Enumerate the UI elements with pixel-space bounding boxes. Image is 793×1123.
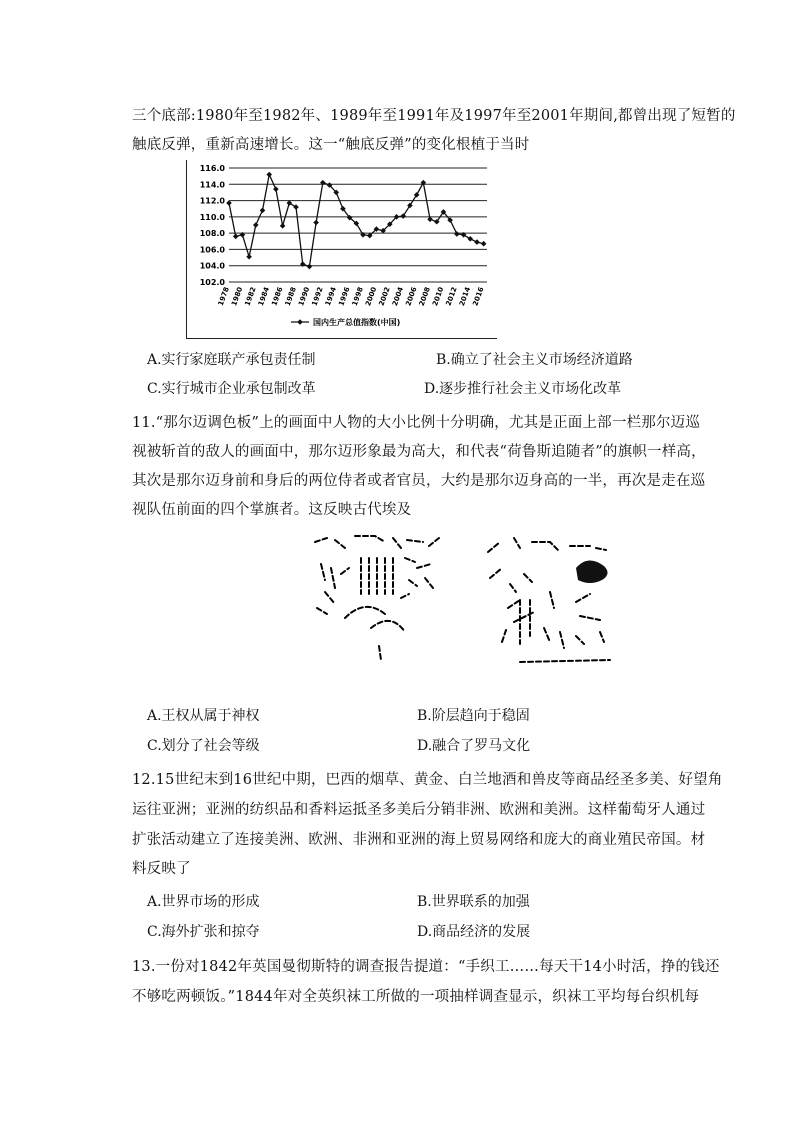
q12-option-c: C.海外扩张和掠夺 (147, 924, 260, 940)
x-tick-label: 1982 (243, 285, 258, 307)
q10-option-a: A.实行家庭联产承包责任制 (147, 352, 316, 368)
q11-option-a: A.王权从属于神权 (147, 708, 260, 724)
x-tick-label: 1986 (270, 285, 285, 307)
q12-option-a: A.世界市场的形成 (147, 894, 260, 910)
series-line (229, 175, 484, 267)
q11-line-4: 视队伍前面的四个掌旗者。这反映古代埃及 (132, 502, 412, 518)
x-tick-label: 1980 (230, 285, 245, 307)
y-tick-label: 116.0 (199, 164, 225, 173)
q11-option-d: D.融合了罗马文化 (417, 738, 531, 754)
x-tick-label: 1988 (283, 285, 298, 307)
y-tick-label: 104.0 (199, 261, 225, 271)
narmer-palette-right-sketch (480, 532, 630, 672)
x-tick-label: 2010 (431, 285, 446, 307)
x-tick-label: 1996 (337, 285, 352, 307)
x-tick-label: 1984 (256, 285, 272, 307)
q11-line-1: 11.“那尔迈调色板”上的画面中人物的大小比例十分明确，尤其是正面上部一栏那尔迈巡 (132, 415, 701, 431)
y-tick-label: 102.0 (199, 278, 225, 287)
q12-line-2: 运往亚洲；亚洲的纺织品和香料运抵圣多美后分销非洲、欧洲和美洲。这样葡萄牙人通过 (132, 802, 706, 818)
q12-option-d: D.商品经济的发展 (417, 924, 531, 940)
data-point (313, 220, 319, 226)
data-point (481, 241, 487, 247)
data-point (474, 239, 480, 245)
q10-option-c: C.实行城市企业承包制改革 (147, 381, 316, 397)
q10-option-b: B.确立了社会主义市场经济道路 (436, 352, 633, 368)
x-tick-label: 2016 (471, 285, 486, 307)
y-tick-label: 114.0 (199, 180, 225, 190)
data-point (454, 231, 460, 237)
intro-line-2: 触底反弹，重新高速增长。这一“触底反弹”的变化根植于当时 (132, 137, 530, 153)
q11-line-2: 视被斩首的敌人的画面中，那尔迈形象最为高大，和代表“荷鲁斯追随者”的旗帜一样高， (132, 444, 706, 460)
q10-option-d: D.逐步推行社会主义市场化改革 (424, 381, 622, 397)
q12-option-b: B.世界联系的加强 (417, 894, 530, 910)
falcon-icon (576, 560, 608, 583)
y-tick-label: 108.0 (199, 229, 225, 239)
narmer-palette-left-sketch (305, 528, 455, 668)
q12-line-1: 12.15世纪末到16世纪中期，巴西的烟草、黄金、白兰地酒和兽皮等商品经圣多美、好望角 (132, 772, 723, 788)
data-point (280, 223, 286, 229)
gdp-index-chart (187, 160, 497, 338)
data-point (266, 172, 272, 178)
x-tick-label: 2000 (364, 285, 379, 307)
data-point (293, 204, 299, 210)
data-point (273, 186, 279, 192)
x-tick-label: 1990 (297, 285, 312, 307)
data-point (260, 208, 266, 214)
x-tick-label: 2006 (404, 285, 419, 307)
y-tick-label: 106.0 (199, 245, 225, 255)
chart-frame (186, 160, 497, 339)
x-tick-label: 2012 (444, 285, 459, 307)
x-tick-label: 1992 (310, 285, 325, 307)
data-point (307, 264, 313, 270)
x-tick-label: 1994 (323, 285, 339, 307)
data-point (467, 236, 473, 242)
x-tick-label: 1978 (216, 285, 231, 307)
intro-line-1: 三个底部:1980年至1982年、1989年至1991年及1997年至2001年期间,都曾出现了短暂的 (132, 108, 736, 124)
q13-line-1: 13.一份对1842年英国曼彻斯特的调查报告提道：“手织工……每天干14小时活，挣的钱还 (132, 959, 720, 975)
x-tick-label: 1998 (350, 285, 365, 307)
legend-label: 国内生产总值指数(中国) (313, 318, 401, 327)
y-tick-label: 110.0 (199, 212, 225, 222)
y-tick-label: 112.0 (199, 196, 225, 206)
x-tick-label: 2014 (457, 285, 473, 307)
data-point (246, 254, 252, 260)
q11-option-c: C.划分了社会等级 (147, 738, 260, 754)
x-tick-label: 2008 (417, 285, 432, 307)
data-point (253, 222, 259, 228)
x-tick-label: 2004 (390, 285, 406, 307)
q11-option-b: B.阶层趋向于稳固 (417, 708, 530, 724)
q12-line-3: 扩张活动建立了连接美洲、欧洲、非洲和亚洲的海上贸易网络和庞大的商业殖民帝国。材 (132, 832, 706, 848)
legend-marker (297, 319, 303, 325)
x-tick-label: 2002 (377, 285, 392, 307)
q11-line-3: 其次是那尔迈身前和身后的两位侍者或者官员，大约是那尔迈身高的一半，再次是走在巡 (132, 473, 706, 489)
q13-line-2: 不够吃两顿饭。”1844年对全英织袜工所做的一项抽样调查显示，织袜工平均每台织机每 (132, 989, 700, 1005)
data-point (233, 234, 239, 240)
q12-line-4: 料反映了 (132, 861, 191, 877)
